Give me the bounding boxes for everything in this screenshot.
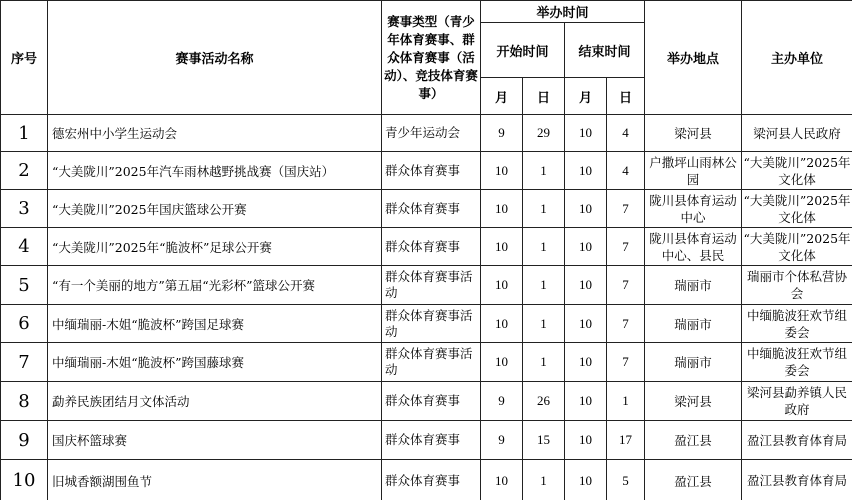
cell-start-day[interactable]: 26 <box>523 382 565 421</box>
table-row <box>1 305 852 343</box>
cell-end-month[interactable]: 10 <box>565 190 607 228</box>
cell-start-month[interactable]: 9 <box>481 115 523 152</box>
cell-start-day[interactable]: 1 <box>523 228 565 266</box>
cell-place-text: 陇川县体育运动中心 <box>649 192 737 225</box>
cell-place[interactable]: 瑞丽市 <box>645 305 742 343</box>
cell-place[interactable] <box>645 190 742 228</box>
cell-name[interactable]: 勐养民族团结月文体活动 <box>48 382 382 421</box>
cell-start-month[interactable]: 10 <box>481 343 523 382</box>
header-end-day[interactable]: 日 <box>607 78 645 115</box>
cell-end-month[interactable]: 10 <box>565 115 607 152</box>
cell-start-month[interactable]: 10 <box>481 190 523 228</box>
table-row <box>1 266 852 305</box>
cell-type-text: 群众体育赛事活动 <box>385 269 473 300</box>
cell-end-month[interactable]: 10 <box>565 228 607 266</box>
cell-host[interactable] <box>742 228 852 266</box>
table-row <box>1 421 852 460</box>
cell-start-month[interactable]: 10 <box>481 460 523 500</box>
cell-type[interactable] <box>382 266 481 305</box>
cell-start-day[interactable]: 1 <box>523 460 565 500</box>
cell-type[interactable] <box>382 343 481 382</box>
cell-start-day[interactable]: 1 <box>523 343 565 382</box>
cell-host[interactable]: 盈江县教育体育局 <box>742 460 852 500</box>
header-start-day[interactable]: 日 <box>523 78 565 115</box>
cell-place[interactable] <box>645 152 742 190</box>
cell-seq[interactable]: 9 <box>1 421 48 460</box>
cell-start-month[interactable]: 10 <box>481 305 523 343</box>
cell-place[interactable]: 梁河县 <box>645 382 742 421</box>
cell-name[interactable]: “大美陇川”2025年“脆波杯”足球公开赛 <box>48 228 382 266</box>
table-row <box>1 190 852 228</box>
cell-end-day[interactable]: 7 <box>607 305 645 343</box>
cell-start-day[interactable]: 1 <box>523 266 565 305</box>
cell-type-text: 群众体育赛事活动 <box>385 346 473 377</box>
cell-place[interactable]: 盈江县 <box>645 421 742 460</box>
cell-end-day[interactable]: 5 <box>607 460 645 500</box>
cell-start-day[interactable]: 1 <box>523 190 565 228</box>
cell-start-day[interactable]: 15 <box>523 421 565 460</box>
cell-start-month[interactable]: 10 <box>481 228 523 266</box>
cell-type[interactable]: 群众体育赛事 <box>382 228 481 266</box>
cell-seq[interactable]: 2 <box>1 152 48 190</box>
cell-name[interactable]: “大美陇川”2025年汽车雨林越野挑战赛（国庆站） <box>48 152 382 190</box>
cell-host-text: “大美陇川”2025年文化体 <box>743 230 851 263</box>
cell-start-month[interactable]: 9 <box>481 421 523 460</box>
cell-host[interactable]: 中缅脆波狂欢节组委会 <box>742 305 852 343</box>
cell-place[interactable]: 瑞丽市 <box>645 343 742 382</box>
header-place[interactable]: 举办地点 <box>645 1 742 115</box>
cell-end-day[interactable]: 7 <box>607 190 645 228</box>
cell-place[interactable] <box>645 228 742 266</box>
cell-start-month[interactable]: 9 <box>481 382 523 421</box>
cell-seq[interactable]: 4 <box>1 228 48 266</box>
header-host[interactable]: 主办单位 <box>742 1 852 115</box>
cell-name[interactable]: 中缅瑞丽-木姐“脆波杯”跨国藤球赛 <box>48 343 382 382</box>
cell-start-month[interactable]: 10 <box>481 266 523 305</box>
cell-type-text: 群众体育赛事活动 <box>385 307 473 339</box>
header-start[interactable]: 开始时间 <box>481 23 565 78</box>
cell-start-day[interactable]: 29 <box>523 115 565 152</box>
cell-place[interactable]: 瑞丽市 <box>645 266 742 305</box>
header-type[interactable]: 赛事类型（青少年体育赛事、群众体育赛事（活动）、竞技体育赛事） <box>382 1 481 115</box>
cell-end-month[interactable]: 10 <box>565 421 607 460</box>
header-end-month[interactable]: 月 <box>565 78 607 115</box>
table-row <box>1 460 852 500</box>
cell-type[interactable]: 群众体育赛事 <box>382 190 481 228</box>
cell-type[interactable]: 群众体育赛事 <box>382 152 481 190</box>
cell-host-text: “大美陇川”2025年文化体 <box>743 192 851 225</box>
table-row <box>1 115 852 152</box>
cell-end-day[interactable]: 7 <box>607 228 645 266</box>
cell-name[interactable]: 国庆杯篮球赛 <box>48 421 382 460</box>
cell-host[interactable]: 盈江县教育体育局 <box>742 421 852 460</box>
cell-end-day[interactable]: 4 <box>607 152 645 190</box>
cell-seq[interactable]: 5 <box>1 266 48 305</box>
cell-end-month[interactable]: 10 <box>565 152 607 190</box>
cell-seq[interactable]: 3 <box>1 190 48 228</box>
cell-name[interactable]: 德宏州中小学生运动会 <box>48 115 382 152</box>
cell-end-month[interactable]: 10 <box>565 460 607 500</box>
cell-seq[interactable]: 8 <box>1 382 48 421</box>
cell-end-day[interactable]: 7 <box>607 343 645 382</box>
cell-end-day[interactable]: 7 <box>607 266 645 305</box>
cell-place-text: 户撒坪山雨林公园 <box>649 154 737 187</box>
cell-seq[interactable]: 6 <box>1 305 48 343</box>
cell-start-day[interactable]: 1 <box>523 152 565 190</box>
cell-host[interactable] <box>742 190 852 228</box>
cell-place[interactable]: 梁河县 <box>645 115 742 152</box>
cell-host[interactable]: 梁河县勐养镇人民政府 <box>742 382 852 421</box>
cell-name[interactable]: 中缅瑞丽-木姐“脆波杯”跨国足球赛 <box>48 305 382 343</box>
cell-name[interactable]: “有一个美丽的地方”第五届“光彩杯”篮球公开赛 <box>48 266 382 305</box>
table-row <box>1 382 852 421</box>
cell-start-day[interactable]: 1 <box>523 305 565 343</box>
cell-end-day[interactable]: 1 <box>607 382 645 421</box>
cell-name[interactable]: “大美陇川”2025年国庆篮球公开赛 <box>48 190 382 228</box>
cell-host[interactable] <box>742 152 852 190</box>
table-row <box>1 228 852 266</box>
header-seq[interactable]: 序号 <box>1 1 48 115</box>
cell-start-month[interactable]: 10 <box>481 152 523 190</box>
cell-name[interactable]: 旧城香额湖围鱼节 <box>48 460 382 500</box>
cell-seq[interactable]: 7 <box>1 343 48 382</box>
cell-host[interactable]: 瑞丽市个体私营协会 <box>742 266 852 305</box>
cell-type[interactable] <box>382 305 481 343</box>
cell-end-day[interactable]: 4 <box>607 115 645 152</box>
cell-host[interactable]: 梁河县人民政府 <box>742 115 852 152</box>
cell-type[interactable]: 群众体育赛事 <box>382 460 481 500</box>
cell-type[interactable]: 群众体育赛事 <box>382 421 481 460</box>
header-name[interactable]: 赛事活动名称 <box>48 1 382 115</box>
cell-seq[interactable]: 10 <box>1 460 48 500</box>
cell-end-month[interactable]: 10 <box>565 305 607 343</box>
cell-end-month[interactable]: 10 <box>565 266 607 305</box>
cell-host-text: “大美陇川”2025年文化体 <box>743 154 851 187</box>
table-row <box>1 152 852 190</box>
cell-type[interactable]: 群众体育赛事 <box>382 382 481 421</box>
table-row <box>1 343 852 382</box>
cell-end-month[interactable]: 10 <box>565 343 607 382</box>
cell-place-text: 陇川县体育运动中心、县民 <box>649 230 737 263</box>
header-time[interactable]: 举办时间 <box>481 1 645 23</box>
cell-host[interactable]: 中缅脆波狂欢节组委会 <box>742 343 852 382</box>
cell-place[interactable]: 盈江县 <box>645 460 742 500</box>
cell-end-month[interactable]: 10 <box>565 382 607 421</box>
header-end[interactable]: 结束时间 <box>565 23 645 78</box>
cell-type[interactable]: 青少年运动会 <box>382 115 481 152</box>
header-start-month[interactable]: 月 <box>481 78 523 115</box>
cell-end-day[interactable]: 17 <box>607 421 645 460</box>
cell-seq[interactable]: 1 <box>1 115 48 152</box>
